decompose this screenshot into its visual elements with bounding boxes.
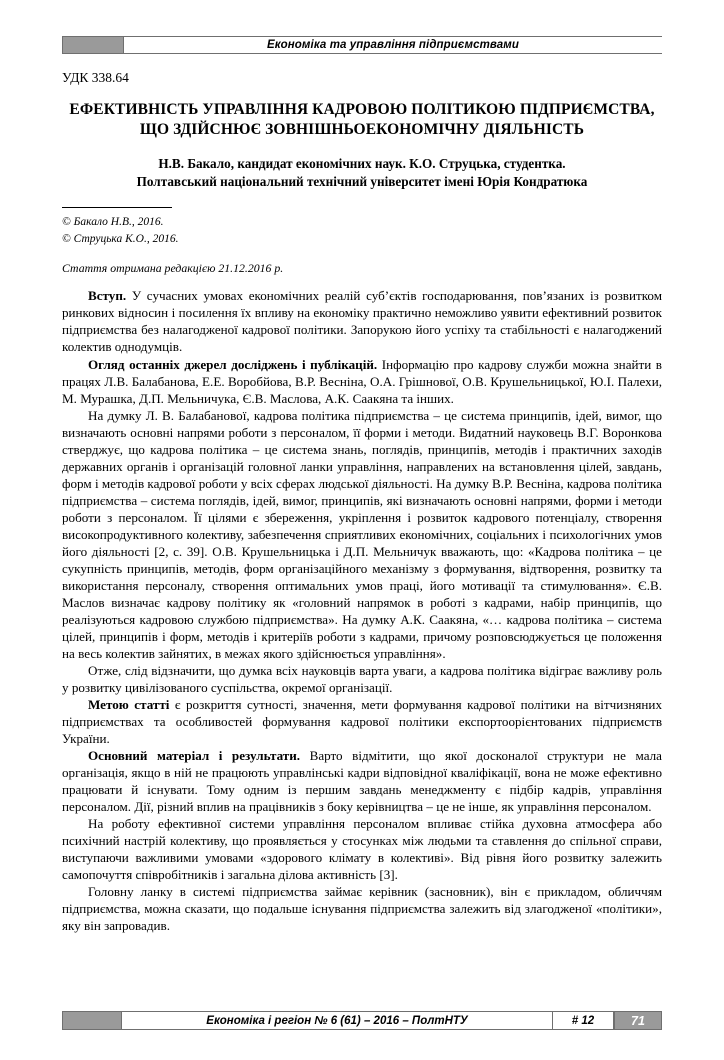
paragraph-lead: Метою статті [88,696,170,712]
paragraph-text: Інформацію про кадрову служби можна знайти в працях Л.В. Балабанова, Е.Е. Воробйова, В.Р. Весніна, О.А. Грішнової, О.В. Крушельницької, Ю.І. Палехи, М. Мурашка, Д.П. Мельничука, Є.В. Маслова, А.К. Саакяна та інших. [62,356,662,406]
paragraph-text: Варто відмітити, що якої досконалої структури не мала організація, якщо в ній не працюють управлінські кадри відповідної кваліфікації, вона не може ефективно працювати й існувати. Тому одним із першим завдань менеджменту є підбір кадрів, управління персоналом. Дії, різний вплив на працівників з боку керівництва – це не інше, як управління персоналом. [62,747,662,814]
udc-code: УДК 338.64 [62,70,129,85]
running-head-left-bar [62,36,124,54]
article-body [62,287,662,934]
running-head [62,36,662,54]
copyright-line-2: © Струцька К.О., 2016. [62,232,179,245]
paragraph [62,747,662,815]
paragraph [62,287,662,355]
paragraph-text: є розкриття сутності, значення, мети формування кадрової політики на вітчизняних підприємствах та особливостей формування кадрової політики експортоорієнтованих підприємств України. [62,696,662,746]
paragraph-text: Отже, слід відзначити, що думка всіх науковців варта уваги, а кадрова політика відіграє важливу роль у розвитку цивілізованого суспільства, окремої організації. [62,662,662,695]
paragraph-text: На думку Л. В. Балабанової, кадрова політика підприємства – це система принципів, ідей, вимог, що визначають основні напрями роботи з персоналом, її форми і методи. Видатний науковець В.Г. Воронкова стверджує, що кадрова політика – це система знань, поглядів, принципів, методів і практичних заходів державних органів і організацій головної ланки управління, направлених на встановлення цілей, завдань, форм і методів кадрової роботи у всіх сферах людської діяльності. На думку В.Р. Весніна, кадрова політика підприємства – система поглядів, ідей, вимог, принципів, які визначають основні напрями, форми і методи роботи з персоналом. Її цілями є збереження, укріплення і розвиток кадрового потенціалу, створення високопродуктивного колективу, забезпечення сприятливих економічних, соціальних і психологічних умов його діяльності [2, с. 39]. О.В. Крушельницька і Д.П. Мельничук вважають, що: «Кадрова політика – це сукупність принципів, методів, форм організаційного механізму з формування, відтворення, розвитку та використання персоналу, створення оптимальних умов праці, його мотивації та стимулювання». Є.В. Маслов визначає кадрову політику як «головний напрямок в роботі з кадрами, набір принципів, що реалізуються кадровою службою підприємства». На думку А.К. Саакяна, «… кадрова політика – система цілей, принципів і форм, методів і критеріїв роботи з кадрами, причому розповсюджується це положення на весь колектив зайнятих, в межах якого здійснюється управління». [62,407,662,661]
footer-left-bar [62,1011,122,1030]
paragraph-text: У сучасних умовах економічних реалій суб’єктів господарювання, пов’язаних із розвитком ринкових відносин і посилення їх впливу на економіку практично неможливо уявити ефективний розвиток підприємства без налагодженої кадрової політики. Запорукою його успіху та стабільності є налагоджений колектив однодумців. [62,288,662,355]
authors-line: Н.В. Бакало, кандидат економічних наук. К.О. Струцька, студентка. [158,155,566,171]
paragraph-lead: Вступ. [88,288,127,304]
divider-rule [62,207,172,208]
page-footer [62,1011,662,1030]
paragraph-lead: Огляд останніх джерел досліджень і публікацій. [88,356,378,372]
page-title: ЕФЕКТИВНІСТЬ УПРАВЛІННЯ КАДРОВОЮ ПОЛІТИКОЮ ПІДПРИЄМСТВА, ЩО ЗДІЙСНЮЄ ЗОВНІШНЬОЕКОНОМІЧНУ ДІЯЛЬНІСТЬ [69,101,655,138]
paragraph-text: На роботу ефективної системи управління персоналом впливає стійка духовна атмосфера або психічний настрій колективу, що проявляється у стосунках між людьми та ставлення до спільної справи, виступаючи важливими умовами «здорового клімату в колективі». Від рівня його розвитку залежить самопочуття співробітників і загальна ділова активність [3]. [62,815,662,882]
paragraph [62,662,662,696]
copyright-block [62,214,662,247]
paragraph [62,407,662,662]
footer-issue-number: # 12 [552,1011,614,1030]
received-date: Стаття отримана редакцією 21.12.2016 р. [62,261,284,276]
affiliation-line: Полтавський національний технічний університет імені Юрія Кондратюка [136,173,588,189]
paragraph-lead: Основний матеріал і результати. [88,747,301,763]
copyright-line-1: © Бакало Н.В., 2016. [62,216,164,229]
paragraph-text: Головну ланку в системі підприємства займає керівник (засновник), він є прикладом, обличчям підприємства, можна сказати, що подальше існування підприємства залежить від злагодженої «політики», яку він запровадив. [62,883,662,934]
running-head-title: Економіка та управління підприємствами [124,36,662,54]
footer-page-number: 71 [614,1011,662,1030]
paragraph [62,356,662,407]
paragraph [62,815,662,883]
footer-journal-title: Економіка і регіон № 6 (61) – 2016 – ПолтНТУ [122,1011,552,1030]
paragraph [62,696,662,747]
authors-block [62,155,662,191]
paragraph [62,883,662,934]
article-page [0,36,724,1060]
